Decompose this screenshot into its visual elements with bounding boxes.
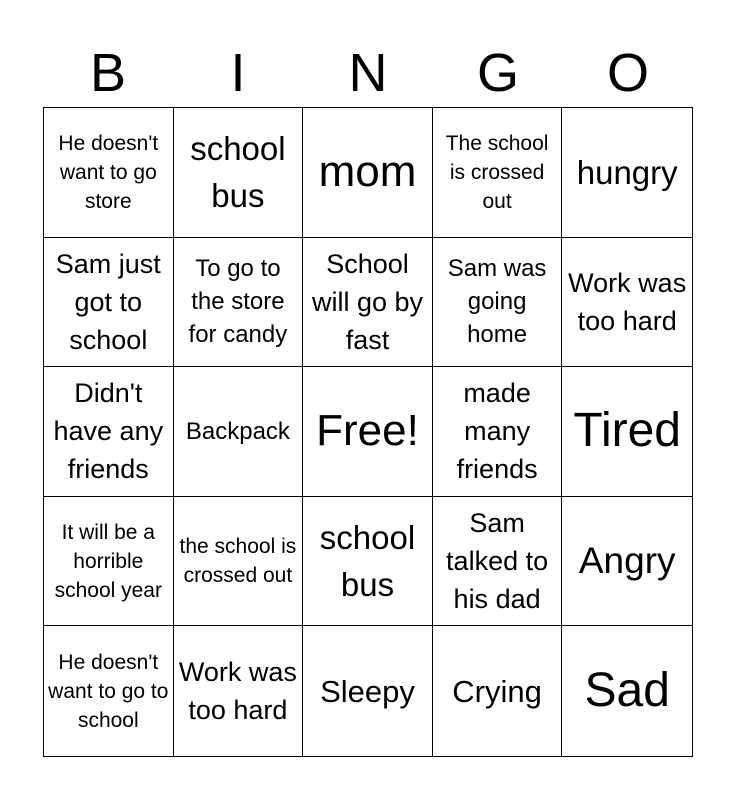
cell-text: Sam was going home: [447, 255, 547, 349]
bingo-cell-r4c4[interactable]: [433, 497, 563, 627]
bingo-board: [43, 107, 693, 757]
bingo-cell-r5c2[interactable]: [174, 626, 304, 756]
cell-text: Sam just got to school: [55, 248, 161, 355]
cell-text: He doesn't want to go to school: [48, 650, 169, 732]
bingo-cell-r2c2[interactable]: [174, 238, 304, 368]
cell-text: He doesn't want to go store: [58, 131, 159, 213]
cell-text: Work was too hard: [568, 267, 687, 336]
header-letter-b: B: [89, 43, 127, 103]
cell-text: Backpack: [185, 417, 290, 445]
bingo-cell-r1c1[interactable]: [44, 108, 174, 238]
cell-text: Sam talked to his dad: [446, 508, 549, 615]
cell-text: the school is crossed out: [179, 535, 297, 588]
cell-text: Sleepy: [320, 673, 415, 709]
cell-text: Work was too hard: [178, 657, 297, 726]
header-letter-n: N: [348, 43, 388, 103]
header-letter-o: O: [606, 43, 649, 103]
cell-text: Sad: [584, 664, 670, 718]
cell-text: school bus: [190, 130, 286, 215]
bingo-cell-r1c4[interactable]: [433, 108, 563, 238]
cell-text: Angry: [578, 540, 676, 582]
bingo-cell-r5c5[interactable]: [562, 626, 692, 756]
cell-text: The school is crossed out: [445, 131, 549, 213]
bingo-cell-r1c3[interactable]: [303, 108, 433, 238]
bingo-cell-r5c3[interactable]: [303, 626, 433, 756]
bingo-cell-r1c5[interactable]: [562, 108, 692, 238]
bingo-cell-r4c3[interactable]: [303, 497, 433, 627]
cell-text: It will be a horrible school year: [54, 520, 162, 602]
bingo-cell-r1c2[interactable]: [174, 108, 304, 238]
cell-text: mom: [318, 147, 417, 197]
header-letter-g: G: [476, 43, 519, 103]
header-letter-i: I: [230, 43, 246, 103]
bingo-cell-r3c4[interactable]: [433, 367, 563, 497]
bingo-cell-r2c4[interactable]: [433, 238, 563, 368]
bingo-cell-r5c1[interactable]: [44, 626, 174, 756]
bingo-cell-r3c1[interactable]: [44, 367, 174, 497]
bingo-cell-r2c5[interactable]: [562, 238, 692, 368]
bingo-header: [43, 40, 693, 106]
cell-text: hungry: [576, 153, 678, 191]
bingo-cell-r5c4[interactable]: [433, 626, 563, 756]
cell-text: Didn't have any friends: [53, 378, 164, 485]
cell-text: made many friends: [456, 378, 538, 485]
cell-text: To go to the store for candy: [188, 255, 288, 349]
bingo-cell-r3c5[interactable]: [562, 367, 692, 497]
bingo-cell-r3c3[interactable]: [303, 367, 433, 497]
cell-text: Crying: [452, 673, 542, 709]
bingo-cell-r2c3[interactable]: [303, 238, 433, 368]
cell-text: school bus: [319, 519, 416, 604]
cell-text: School will go by fast: [311, 248, 424, 355]
bingo-cell-r4c1[interactable]: [44, 497, 174, 627]
bingo-cell-r2c1[interactable]: [44, 238, 174, 368]
bingo-cell-r3c2[interactable]: [174, 367, 304, 497]
bingo-cell-r4c2[interactable]: [174, 497, 304, 627]
cell-text: Free!: [316, 406, 419, 456]
cell-text: Tired: [573, 404, 681, 458]
bingo-cell-r4c5[interactable]: [562, 497, 692, 627]
